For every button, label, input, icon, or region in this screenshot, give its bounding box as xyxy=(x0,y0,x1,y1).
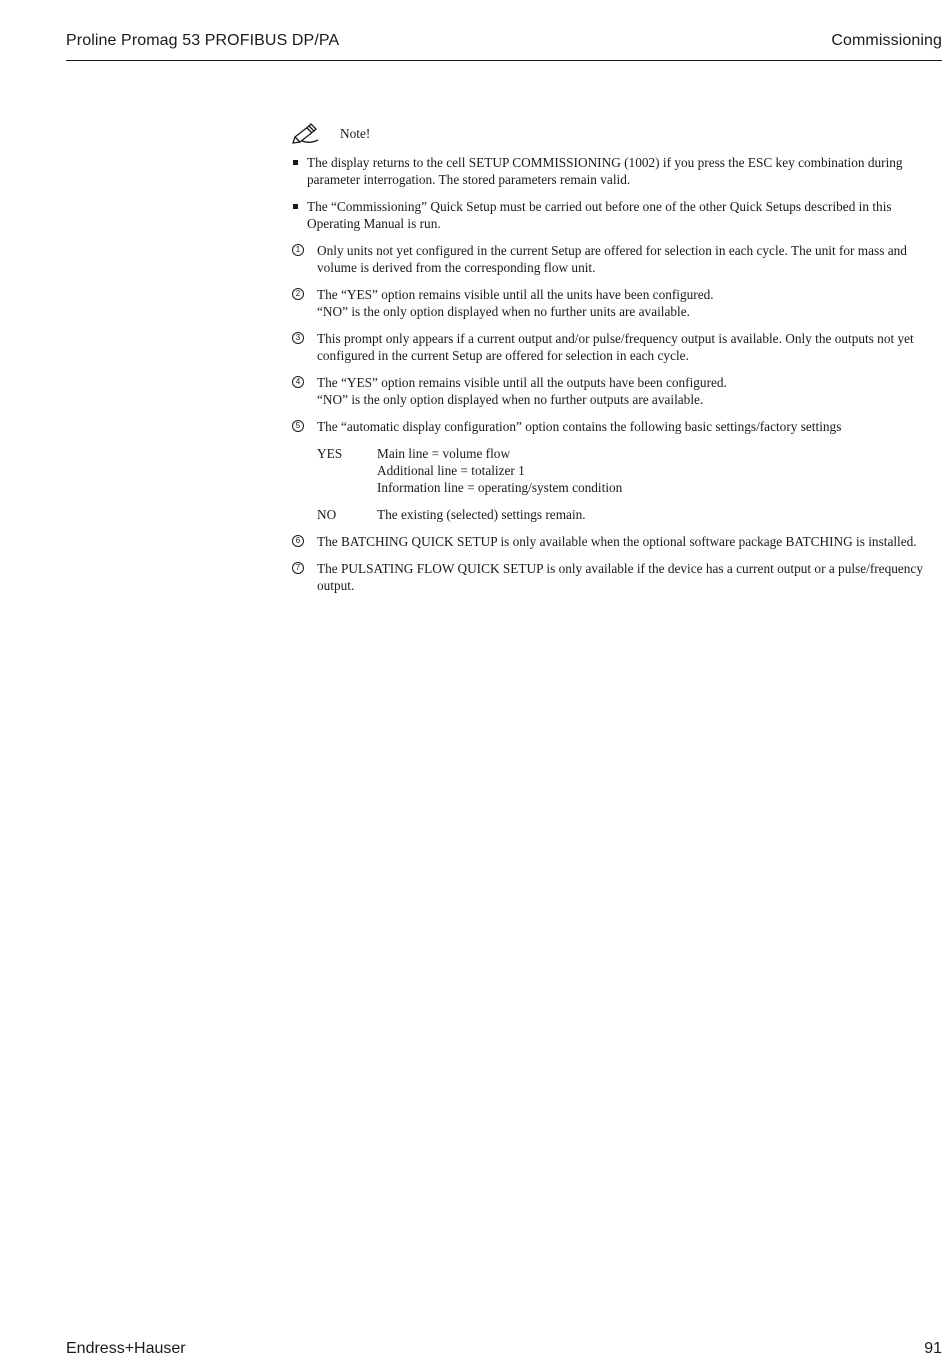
bullet-square-icon xyxy=(293,204,298,209)
numbered-item-line: The “YES” option remains visible until all the units have been configured. xyxy=(317,287,714,302)
option-yes xyxy=(292,445,932,496)
circled-number: 6 xyxy=(292,535,304,547)
numbered-item-text: The BATCHING QUICK SETUP is only available when the optional software package BATCHING is installed. xyxy=(317,534,917,549)
circled-number: 1 xyxy=(292,244,304,256)
page-number: 91 xyxy=(924,1340,942,1357)
main-content xyxy=(292,120,932,604)
circled-number: 7 xyxy=(292,562,304,574)
page-header xyxy=(66,30,942,61)
numbered-item-4 xyxy=(292,374,932,408)
numbered-item-line: “NO” is the only option displayed when no further outputs are available. xyxy=(317,392,704,407)
note-heading xyxy=(292,120,932,148)
document-title: Proline Promag 53 PROFIBUS DP/PA xyxy=(66,32,340,49)
numbered-item-line: The “YES” option remains visible until all the outputs have been configured. xyxy=(317,375,727,390)
circled-number: 2 xyxy=(292,288,304,300)
list-item-text: The display returns to the cell SETUP COMMISSIONING (1002) if you press the ESC key combination during parameter interrogation. The stored parameters remain valid. xyxy=(307,155,903,187)
numbered-item-text: Only units not yet configured in the current Setup are offered for selection in each cycle. The unit for mass and volume is derived from the corresponding flow unit. xyxy=(317,243,907,275)
list-item xyxy=(292,198,932,232)
numbered-item-6 xyxy=(292,533,932,550)
numbered-item-text: This prompt only appears if a current output and/or pulse/frequency output is available. Only the outputs not yet configured in the current Setup are offered for selection in each cycle. xyxy=(317,331,914,363)
bullet-square-icon xyxy=(293,160,298,165)
circled-number: 3 xyxy=(292,332,304,344)
list-item xyxy=(292,154,932,188)
numbered-item-3 xyxy=(292,330,932,364)
option-key: NO xyxy=(317,507,337,522)
circled-number: 4 xyxy=(292,376,304,388)
note-label: Note! xyxy=(340,126,371,141)
option-no xyxy=(292,506,932,523)
numbered-item-5 xyxy=(292,418,932,435)
circled-number: 5 xyxy=(292,420,304,432)
option-line: The existing (selected) settings remain. xyxy=(377,507,586,522)
numbered-item-text: The PULSATING FLOW QUICK SETUP is only available if the device has a current output or a pulse/frequency output. xyxy=(317,561,923,593)
option-line: Information line = operating/system condition xyxy=(377,480,623,495)
numbered-item-1 xyxy=(292,242,932,276)
section-title: Commissioning xyxy=(831,32,942,49)
option-key: YES xyxy=(317,446,343,461)
option-line: Additional line = totalizer 1 xyxy=(377,463,525,478)
option-line: Main line = volume flow xyxy=(377,446,511,461)
pencil-icon xyxy=(292,120,320,144)
numbered-item-line: “NO” is the only option displayed when no further units are available. xyxy=(317,304,690,319)
numbered-item-text: The “automatic display configuration” option contains the following basic settings/factory settings xyxy=(317,419,842,434)
numbered-item-2 xyxy=(292,286,932,320)
footer-brand: Endress+Hauser xyxy=(66,1340,186,1357)
numbered-item-7 xyxy=(292,560,932,594)
list-item-text: The “Commissioning” Quick Setup must be carried out before one of the other Quick Setups described in this Operating Manual is run. xyxy=(307,199,892,231)
